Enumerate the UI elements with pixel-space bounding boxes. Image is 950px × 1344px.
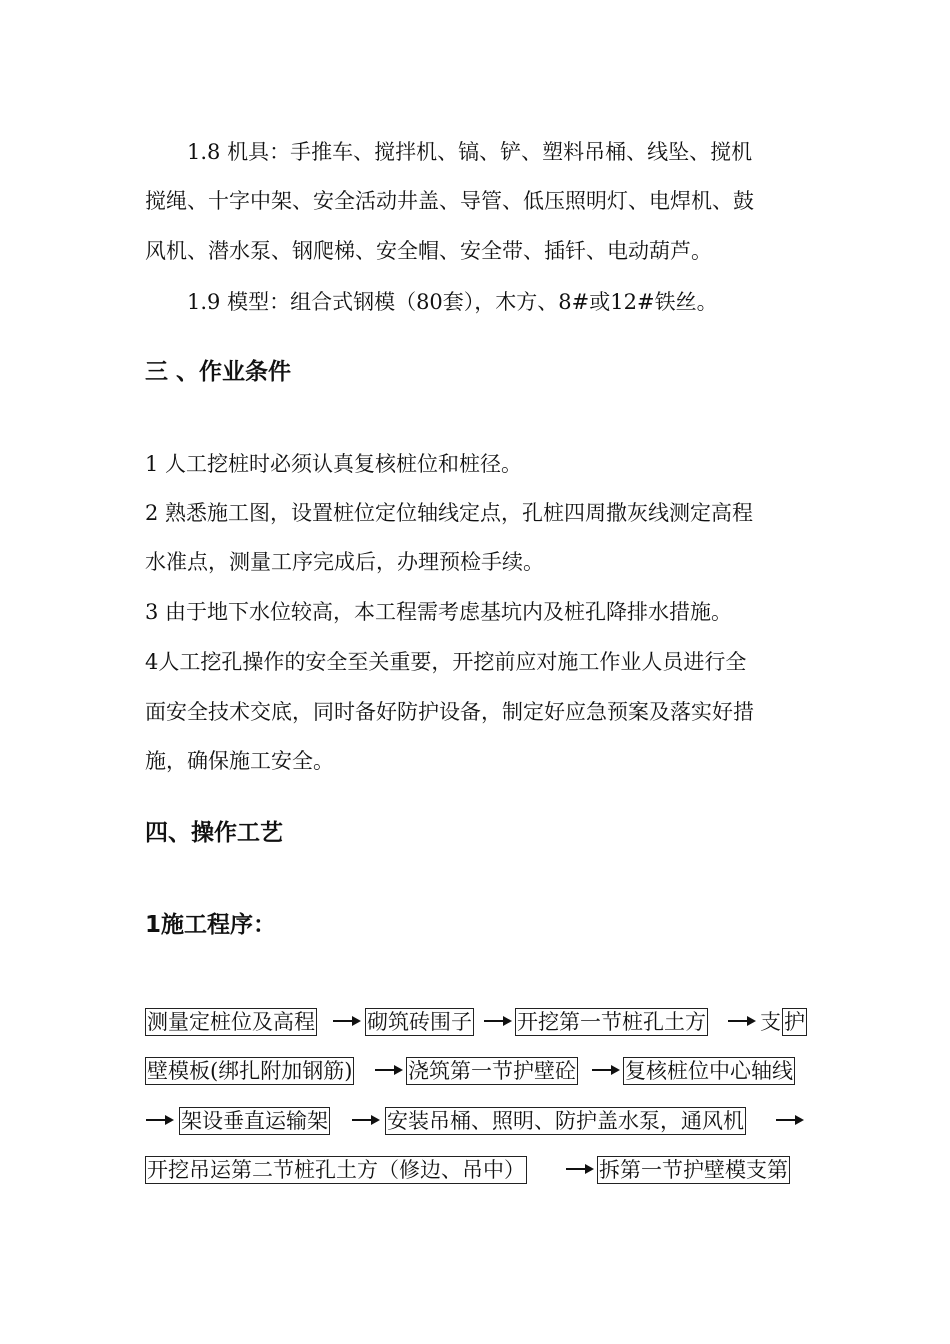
flow-step-remove-formwork: 拆第一节护壁模支第 — [599, 1158, 788, 1182]
para-1-9: 1.9 模型：组合式钢模（80套），木方、8#或12#铁丝。 — [187, 290, 718, 314]
arrow-right-icon — [565, 1162, 595, 1176]
arrow-right-icon — [332, 1014, 362, 1028]
condition-item-4-line-2: 面安全技术交底，同时备好防护设备，制定好应急预案及落实好措 — [145, 700, 754, 724]
flow-step-formwork: 壁模板(绑扎附加钢筋) — [147, 1059, 353, 1083]
flow-step-brick-ring: 砌筑砖围子 — [367, 1010, 472, 1034]
flow-row-4 — [145, 1156, 807, 1186]
flow-step-install-equipment: 安装吊桶、照明、防护盖水泵，通风机 — [387, 1109, 744, 1133]
condition-item-2-line-1: 2 熟悉施工图，设置桩位定位轴线定点，孔桩四周撒灰线测定高程 — [145, 501, 754, 525]
flow-row-1 — [145, 1008, 807, 1038]
flow-step-excavate-second: 开挖吊运第二节桩孔土方（修边、吊中） — [147, 1158, 525, 1182]
arrow-right-icon — [591, 1063, 621, 1077]
flow-step-support-part-1: 支 — [760, 1010, 781, 1034]
arrow-right-icon — [727, 1014, 757, 1028]
arrow-right-icon — [374, 1063, 404, 1077]
flow-step-excavate-first: 开挖第一节桩孔土方 — [517, 1010, 706, 1034]
procedure-subheading: 1施工程序： — [145, 912, 277, 938]
condition-item-4-line-1: 4人工挖孔操作的安全至关重要，开挖前应对施工作业人员进行全 — [145, 650, 747, 674]
flow-step-support-part-2: 护 — [784, 1010, 805, 1034]
section-4-heading: 四、操作工艺 — [145, 820, 283, 846]
arrow-right-icon — [483, 1014, 513, 1028]
condition-item-3: 3 由于地下水位较高，本工程需考虑基坑内及桩孔降排水措施。 — [145, 600, 733, 624]
flow-row-2 — [145, 1057, 807, 1087]
condition-item-4-line-3: 施，确保施工安全。 — [145, 749, 334, 773]
flow-step-survey: 测量定桩位及高程 — [147, 1010, 315, 1034]
condition-item-2-line-2: 水准点，测量工序完成后，办理预检手续。 — [145, 550, 544, 574]
flow-step-pour-first-wall: 浇筑第一节护壁砼 — [408, 1059, 576, 1083]
arrow-right-icon — [351, 1113, 381, 1127]
flow-step-recheck-axis: 复核桩位中心轴线 — [625, 1059, 793, 1083]
condition-item-1: 1 人工挖桩时必须认真复核桩位和桩径。 — [145, 452, 523, 476]
flow-step-hoist-frame: 架设垂直运输架 — [181, 1109, 328, 1133]
para-1-8-line-1: 1.8 机具：手推车、搅拌机、镐、铲、塑料吊桶、线坠、搅机 — [187, 140, 753, 164]
section-3-heading: 三 、作业条件 — [145, 359, 292, 385]
flow-row-3 — [145, 1107, 807, 1137]
arrow-right-icon — [145, 1113, 175, 1127]
para-1-8-line-3: 风机、潜水泵、钢爬梯、安全帽、安全带、插钎、电动葫芦。 — [145, 239, 712, 263]
para-1-8-line-2: 搅绳、十字中架、安全活动井盖、导管、低压照明灯、电焊机、鼓 — [145, 189, 754, 213]
arrow-right-icon — [775, 1113, 805, 1127]
